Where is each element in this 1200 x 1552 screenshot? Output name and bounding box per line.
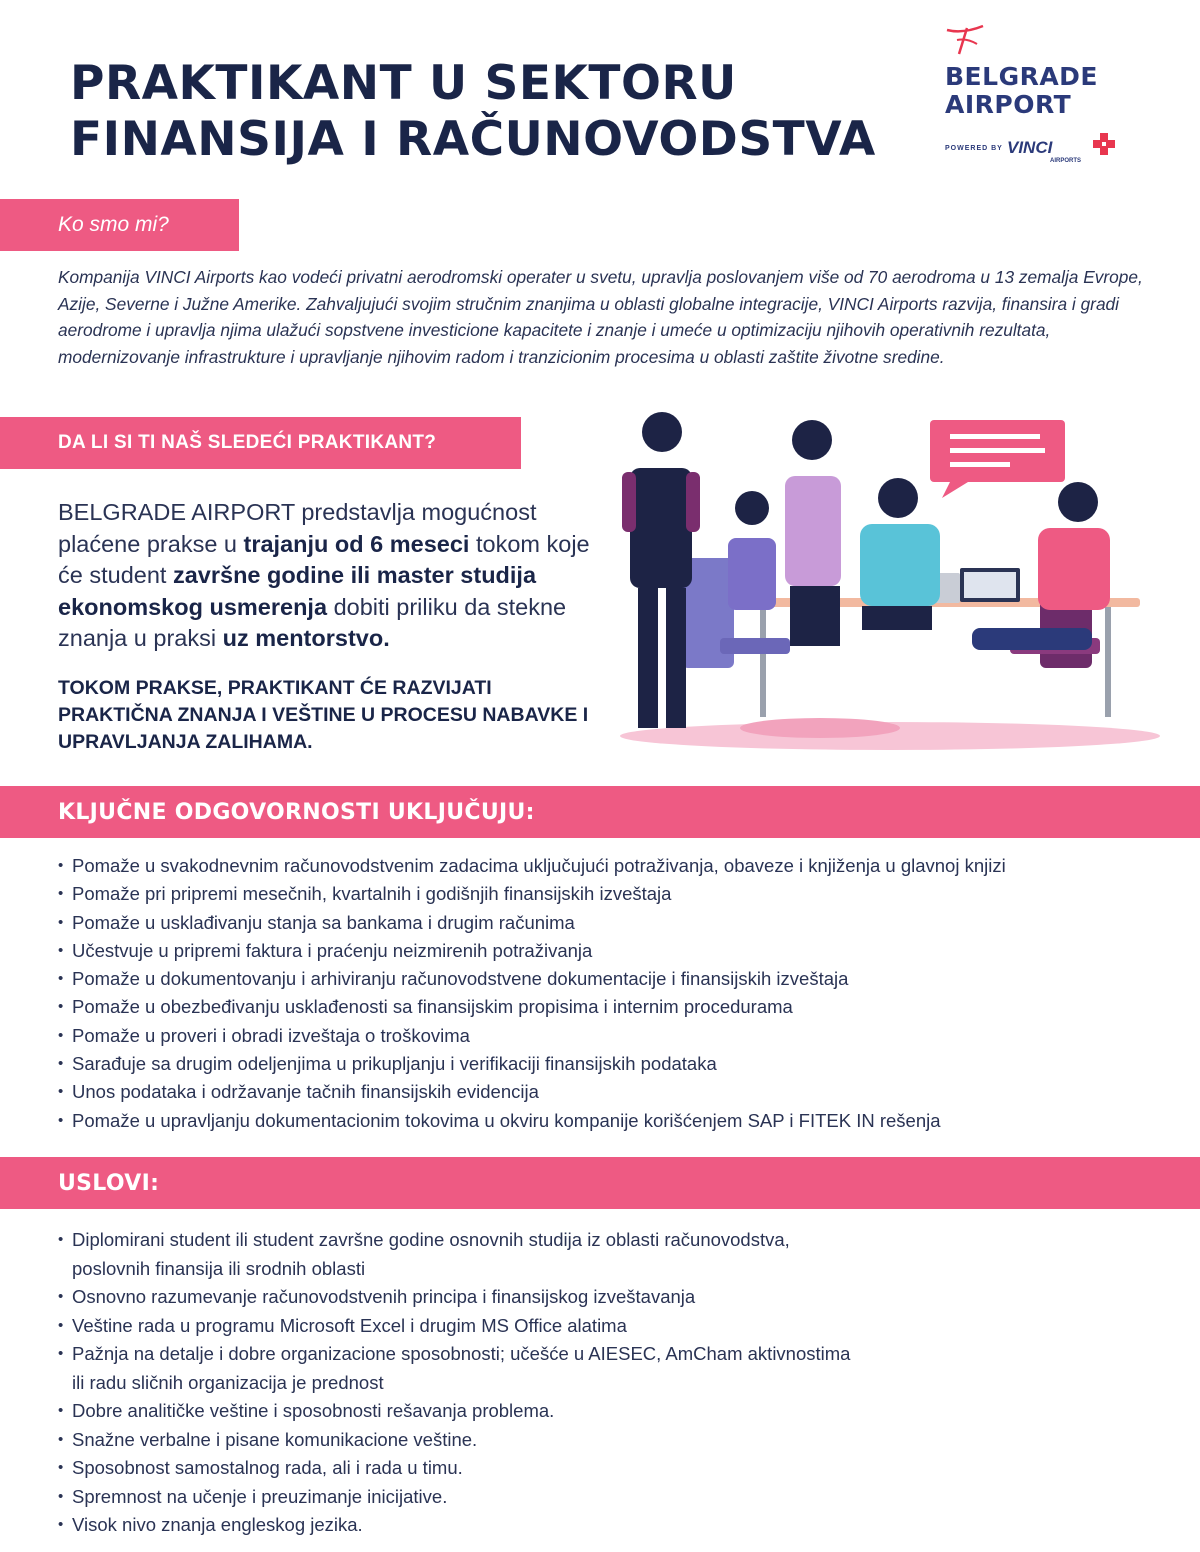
plane-swoosh-icon [945,24,985,56]
belgrade-airport-logo [940,20,1130,170]
requirements-heading [0,1157,1200,1209]
list-item: • Spremnost na učenje i preuzimanje inicijative. [58,1483,850,1512]
title-line-1: PRAKTIKANT U SEKTORU [70,56,737,111]
responsibilities-list [58,852,1006,1135]
page-title [70,56,876,168]
section-label-who [0,199,239,251]
intro-bold-1: trajanju od 6 meseci [243,530,470,557]
list-item: • Osnovno razumevanje računovodstvenih principa i finansijskog izveštavanja [58,1283,850,1312]
list-item: • Učestvuje u pripremi faktura i praćenju neizmirenih potraživanja [58,937,1006,965]
intro-bold-3: uz mentorstvo. [222,625,390,651]
list-item: • Pažnja na detalje i dobre organizacione sposobnosti; učešće u AIESEC, AmCham aktivnostima ili radu sličnih organizacija je prednost [58,1340,850,1397]
list-item: • Dobre analitičke veštine i sposobnosti rešavanja problema. [58,1397,850,1426]
intro-part-2: tokom koje će student [58,530,590,588]
list-item: • Pomaže u usklađivanju stanja sa bankama i drugim računima [58,909,1006,937]
list-item: • Pomaže pri pripremi mesečnih, kvartalnih i godišnjih finansijskih izveštaja [58,880,1006,908]
requirements-heading-text: USLOVI: [58,1170,160,1196]
who-label: Ko smo mi? [58,213,169,236]
list-item: • Unos podataka i održavanje tačnih finansijskih evidencija [58,1078,1006,1106]
intern-label: DA LI SI TI NAŠ SLEDEĆI PRAKTIKANT? [58,432,437,453]
list-item: • Pomaže u dokumentovanju i arhiviranju računovodstvene dokumentacije i finansijskih izveštaja [58,965,1006,993]
logo-line-2: AIRPORT [945,90,1072,119]
intro-bold-2: završne godine ili master studija ekonomskog usmerenja [58,562,537,620]
responsibilities-heading [0,786,1200,838]
list-item: • Pomaže u svakodnevnim računovodstvenim zadacima uključujući potraživanja, obaveze i knjiženja u glavnoj knjizi [58,852,1006,880]
logo-powered-by: POWERED BY [945,145,1003,152]
logo-airports: AIRPORTS [1050,158,1082,164]
list-item: • Diplomirani student ili student završne godine osnovnih studija iz oblasti računovodstva, poslovnih finansija ili srodnih oblasti [58,1226,850,1283]
requirements-list [58,1226,850,1540]
responsibilities-heading-text: KLJUČNE ODGOVORNOSTI UKLJUČUJU: [58,799,535,825]
list-item: • Visok nivo znanja engleskog jezika. [58,1511,850,1540]
intro-part-3: dobiti priliku da stekne znanja u praksi [58,593,567,651]
title-line-2: FINANSIJA I RAČUNOVODSTVA [70,112,876,167]
list-item: • Pomaže u obezbeđivanju usklađenosti sa finansijskim propisima i internim procedurama [58,993,1006,1021]
logo-vinci: VINCI [1007,138,1053,157]
intern-intro [58,497,603,655]
list-item: • Veštine rada u programu Microsoft Excel i drugim MS Office alatima [58,1312,850,1341]
section-label-intern [0,417,521,469]
intro-part-1: BELGRADE AIRPORT predstavlja mogućnost plaćene prakse u [58,499,537,557]
about-text: Kompanija VINCI Airports kao vodeći privatni aerodromski operater u svetu, upravlja poslovanjem više od 70 aerodroma u 13 zemalja Evrope, Azije, Severne i Južne Amerike. Zahvaljujući svojim stručnim znanjima u oblasti globalne integracije, VINCI Airports razvija, finansira i gradi aerodrome i upravlja njima ulažući sopstvene investicione kapacitete i znanje i umeće u optimizaciju njihovih operativnih rezultata, modernizovanje infrastrukture i upravljanje njihovim radom i tranzicionim procesima u oblasti zaštite životne sredine. [58,267,1143,367]
intern-caps-text: TOKOM PRAKSE, PRAKTIKANT ĆE RAZVIJATI PRAKTIČNA ZNANJA I VEŠTINE U PROCESU NABAVKE I UPRAVLJANJA ZALIHAMA. [58,677,589,753]
list-item: • Pomaže u proveri i obradi izveštaja o troškovima [58,1022,1006,1050]
list-item: • Sarađuje sa drugim odeljenjima u prikupljanju i verifikaciji finansijskih podataka [58,1050,1006,1078]
list-item: • Pomaže u upravljanju dokumentacionim tokovima u okviru kompanije korišćenjem SAP i FITEK IN rešenja [58,1107,1006,1135]
list-item: • Snažne verbalne i pisane komunikacione veštine. [58,1426,850,1455]
team-meeting-illustration [600,398,1160,758]
vinci-cross-icon [1092,132,1116,156]
list-item: • Sposobnost samostalnog rada, ali i rada u timu. [58,1454,850,1483]
logo-line-1: BELGRADE [945,62,1099,91]
